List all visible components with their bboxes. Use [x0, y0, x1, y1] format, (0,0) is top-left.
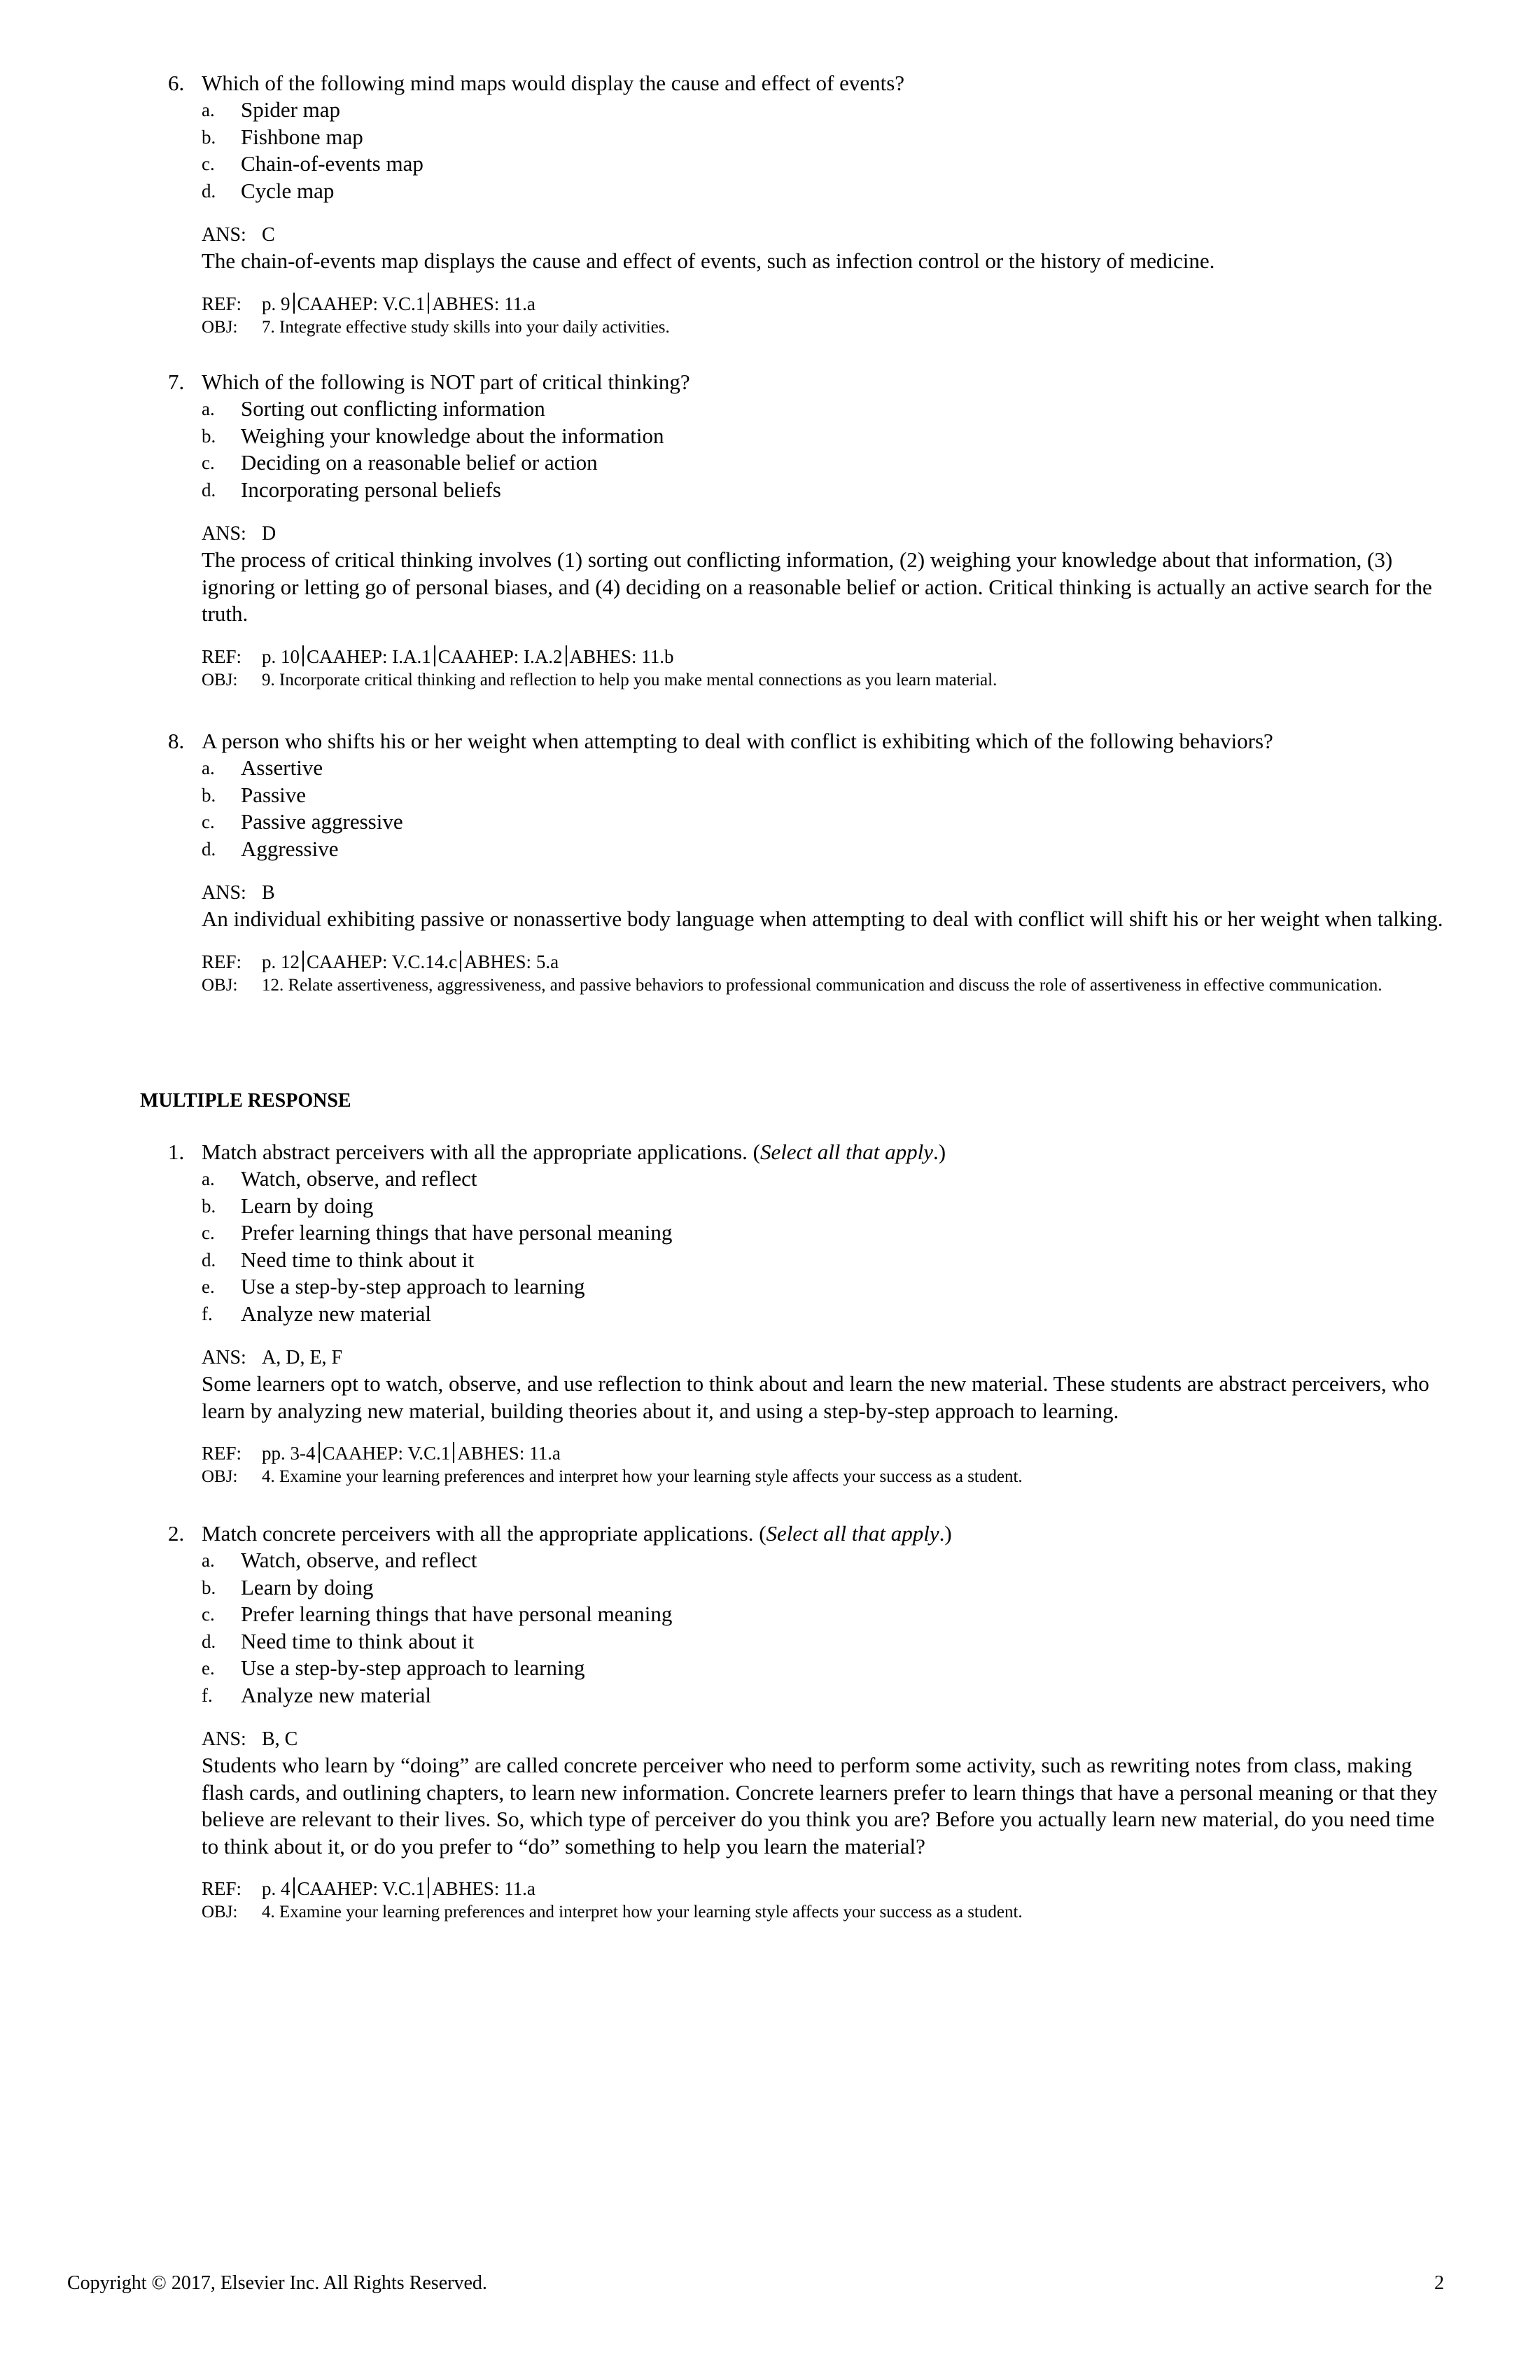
choice-text: Analyze new material: [241, 1682, 431, 1707]
choice-item: [168, 1219, 1449, 1247]
choice-item: [168, 808, 1449, 836]
answer-value: D: [262, 523, 276, 545]
question-stem: [168, 728, 1449, 755]
choice-text: Chain-of-events map: [241, 151, 424, 176]
reference-block: [202, 1877, 1449, 1924]
choice-list: [168, 755, 1449, 862]
choice-item: [168, 423, 1449, 450]
question-8: [168, 728, 1449, 997]
question-7: [168, 369, 1449, 692]
choice-letter: d.: [202, 1630, 216, 1652]
choice-item: [168, 449, 1449, 477]
choice-text: Passive aggressive: [241, 809, 403, 834]
obj-label: OBJ:: [202, 975, 238, 995]
question-text-end: .): [939, 1521, 952, 1546]
choice-item: [168, 1547, 1449, 1574]
choice-item: [168, 1166, 1449, 1193]
choice-letter: d.: [202, 1249, 216, 1270]
choice-letter: b.: [202, 425, 216, 447]
choice-text: Spider map: [241, 97, 341, 122]
ref-part: CAAHEP: V.C.1: [322, 1443, 451, 1464]
question-number: 2.: [168, 1521, 185, 1546]
answer-label: ANS:: [202, 523, 246, 545]
answer-line: [202, 522, 1449, 547]
question-text-end: .): [933, 1140, 946, 1164]
answer-value: A, D, E, F: [262, 1347, 343, 1368]
obj-text: 9. Incorporate critical thinking and reflection to help you make mental connections as you learn material.: [262, 670, 997, 690]
choice-text: Learn by doing: [241, 1193, 374, 1218]
choice-list: [168, 1166, 1449, 1327]
choice-text: Need time to think about it: [241, 1247, 475, 1272]
choice-text: Weighing your knowledge about the information: [241, 423, 664, 448]
choice-list: [168, 396, 1449, 503]
choice-item: [168, 1247, 1449, 1274]
answer-value: B, C: [262, 1728, 298, 1750]
choice-text: Watch, observe, and reflect: [241, 1166, 477, 1191]
choice-text: Watch, observe, and reflect: [241, 1548, 477, 1572]
choice-text: Use a step-by-step approach to learning: [241, 1274, 585, 1298]
ref-part: ABHES: 11.a: [432, 1878, 536, 1899]
obj-line: [202, 974, 1449, 997]
choice-letter: b.: [202, 126, 216, 148]
choice-letter: b.: [202, 784, 216, 806]
ref-label: REF:: [202, 1443, 242, 1464]
divider: [434, 645, 435, 666]
rationale: Students who learn by “doing” are called concrete perceiver who need to perform some activity, such as rewriting notes from class, making flash cards, and outlining chapters, to learn new information. Concrete learners prefer to learn things that have a personal meaning or that they believe are relevant to their lives. So, which type of perceiver do you think you are? Before you actually learn new material, do you need time to think about it, or do you prefer to “do” something to help you learn the material?: [202, 1753, 1438, 1858]
ref-label: REF:: [202, 1878, 242, 1899]
obj-line: [202, 1900, 1449, 1924]
ref-line: [202, 1441, 1449, 1465]
divider: [293, 1877, 295, 1898]
footer-copyright: Copyright © 2017, Elsevier Inc. All Rights Reserved.: [67, 2272, 487, 2294]
obj-label: OBJ:: [202, 1903, 238, 1921]
obj-label: OBJ:: [202, 317, 238, 337]
choice-list: [168, 1547, 1449, 1709]
divider: [428, 1877, 429, 1898]
choice-text: Analyze new material: [241, 1301, 431, 1326]
ref-part: CAAHEP: V.C.14.c: [307, 951, 458, 972]
choice-letter: a.: [202, 99, 215, 120]
choice-item: [168, 1628, 1449, 1656]
choice-text: Passive: [241, 782, 306, 807]
question-stem: [168, 1139, 1449, 1166]
question-text: Which of the following mind maps would display the cause and effect of events?: [202, 71, 905, 95]
reference-block: [202, 292, 1449, 339]
choice-letter: c.: [202, 1222, 215, 1243]
obj-text: 12. Relate assertiveness, aggressiveness, and passive behaviors to professional communication and discuss the role of assertiveness in effective communication.: [262, 975, 1382, 995]
question-number: 8.: [168, 729, 185, 753]
obj-line: [202, 1465, 1449, 1488]
choice-text: Learn by doing: [241, 1574, 374, 1600]
rationale: An individual exhibiting passive or nonassertive body language when attempting to deal with conflict will shift his or her weight when talking.: [202, 906, 1443, 931]
answer-value: B: [262, 882, 275, 904]
ref-part: p. 10: [262, 645, 300, 667]
choice-item: [168, 477, 1449, 504]
choice-item: [168, 396, 1449, 423]
obj-text: 4. Examine your learning preferences and interpret how your learning style affects your success as a student.: [262, 1467, 1023, 1486]
ref-line: [202, 292, 1449, 316]
ref-part: CAAHEP: V.C.1: [297, 1878, 426, 1899]
choice-letter: f.: [202, 1684, 213, 1706]
question-stem: [168, 1520, 1449, 1547]
ref-part: p. 12: [262, 951, 300, 972]
choice-item: [168, 97, 1449, 124]
ref-label: REF:: [202, 645, 242, 667]
divider: [318, 1442, 320, 1463]
answer-label: ANS:: [202, 1347, 246, 1368]
choice-text: Incorporating personal beliefs: [241, 477, 501, 502]
question-stem: [168, 70, 1449, 97]
choice-text: Deciding on a reasonable belief or action: [241, 450, 598, 475]
question-number: 7.: [168, 370, 185, 394]
obj-label: OBJ:: [202, 670, 238, 690]
choice-text: Prefer learning things that have personal meaning: [241, 1220, 673, 1245]
answer-label: ANS:: [202, 882, 246, 904]
divider: [460, 951, 461, 972]
choice-text: Fishbone map: [241, 124, 363, 149]
choice-item: [168, 150, 1449, 178]
choice-letter: e.: [202, 1276, 215, 1297]
obj-line: [202, 668, 1449, 692]
ref-part: p. 9: [262, 293, 290, 314]
divider: [428, 293, 429, 314]
obj-text: 7. Integrate effective study skills into your daily activities.: [262, 317, 670, 337]
question-stem: [168, 369, 1449, 396]
choice-text: Aggressive: [241, 836, 339, 861]
ref-part: pp. 3-4: [262, 1443, 316, 1464]
question-instruction: Select all that apply: [760, 1140, 934, 1164]
ref-part: CAAHEP: V.C.1: [297, 293, 426, 314]
ref-part: ABHES: 11.a: [457, 1443, 561, 1464]
question-text: Which of the following is NOT part of critical thinking?: [202, 370, 690, 394]
divider: [453, 1442, 454, 1463]
mr-question-2: [168, 1520, 1449, 1924]
choice-letter: d.: [202, 479, 216, 500]
divider: [293, 293, 295, 314]
answer-label: ANS:: [202, 1728, 246, 1750]
choice-item: [168, 1682, 1449, 1709]
choice-item: [168, 836, 1449, 863]
choice-letter: d.: [202, 838, 216, 860]
choice-letter: c.: [202, 452, 215, 473]
obj-label: OBJ:: [202, 1467, 238, 1486]
answer-line: [202, 223, 1449, 248]
choice-item: [168, 1193, 1449, 1220]
ref-part: ABHES: 5.a: [464, 951, 559, 972]
choice-item: [168, 1655, 1449, 1682]
question-number: 6.: [168, 71, 185, 95]
choice-item: [168, 1273, 1449, 1301]
choice-item: [168, 1301, 1449, 1328]
question-text: A person who shifts his or her weight when attempting to deal with conflict is exhibiting which of the following behaviors?: [202, 729, 1273, 753]
ref-part: ABHES: 11.a: [432, 293, 536, 314]
answer-line: [202, 881, 1449, 906]
choice-item: [168, 124, 1449, 151]
ref-line: [202, 645, 1449, 668]
choice-letter: f.: [202, 1303, 213, 1324]
rationale: The chain-of-events map displays the cause and effect of events, such as infection control or the history of medicine.: [202, 248, 1215, 273]
choice-text: Need time to think about it: [241, 1628, 475, 1653]
ref-label: REF:: [202, 293, 242, 314]
choice-letter: a.: [202, 1168, 215, 1189]
choice-text: Sorting out conflicting information: [241, 396, 545, 421]
reference-block: [202, 950, 1449, 997]
choice-letter: c.: [202, 153, 215, 174]
divider: [302, 951, 304, 972]
choice-letter: c.: [202, 811, 215, 832]
choice-item: [168, 178, 1449, 205]
section-title: MULTIPLE RESPONSE: [140, 1090, 351, 1112]
choice-text: Prefer learning things that have personal meaning: [241, 1602, 673, 1626]
question-text: Match abstract perceivers with all the appropriate applications. (: [202, 1140, 760, 1164]
choice-text: Cycle map: [241, 178, 335, 203]
choice-text: Use a step-by-step approach to learning: [241, 1656, 585, 1680]
ref-line: [202, 950, 1449, 974]
ref-line: [202, 1877, 1449, 1900]
choice-letter: e.: [202, 1658, 215, 1679]
choice-letter: a.: [202, 398, 215, 419]
ref-part: ABHES: 11.b: [569, 645, 674, 667]
choice-letter: b.: [202, 1576, 216, 1598]
question-number: 1.: [168, 1140, 185, 1164]
divider: [566, 645, 567, 666]
obj-line: [202, 316, 1449, 339]
reference-block: [202, 645, 1449, 692]
answer-label: ANS:: [202, 224, 246, 246]
reference-block: [202, 1441, 1449, 1488]
page-number: 2: [1434, 2272, 1444, 2294]
choice-letter: c.: [202, 1604, 215, 1625]
question-text: Match concrete perceivers with all the appropriate applications. (: [202, 1521, 766, 1546]
rationale: Some learners opt to watch, observe, and use reflection to think about and learn the new material. These students are abstract perceivers, who learn by analyzing new material, building theories about it, and using a step-by-step approach to learning.: [202, 1371, 1429, 1423]
ref-label: REF:: [202, 951, 242, 972]
choice-item: [168, 1574, 1449, 1602]
choice-text: Assertive: [241, 755, 323, 780]
answer-value: C: [262, 224, 275, 246]
answer-line: [202, 1727, 1449, 1752]
choice-item: [168, 782, 1449, 809]
ref-part: p. 4: [262, 1878, 290, 1899]
rationale: The process of critical thinking involves (1) sorting out conflicting information, (2) weighing your knowledge about that information, (3) ignoring or letting go of personal biases, and (4) deciding on a reasonable belief or action. Critical thinking is actually an active search for the truth.: [202, 547, 1432, 626]
answer-line: [202, 1345, 1449, 1371]
choice-list: [168, 97, 1449, 204]
question-instruction: Select all that apply: [766, 1521, 939, 1546]
mr-question-1: [168, 1139, 1449, 1488]
choice-letter: b.: [202, 1195, 216, 1217]
choice-letter: a.: [202, 757, 215, 778]
choice-letter: a.: [202, 1550, 215, 1571]
ref-part: CAAHEP: I.A.1: [307, 645, 431, 667]
choice-item: [168, 1601, 1449, 1628]
divider: [302, 645, 304, 666]
choice-letter: d.: [202, 180, 216, 202]
ref-part: CAAHEP: I.A.2: [438, 645, 563, 667]
question-6: [168, 70, 1449, 339]
choice-item: [168, 755, 1449, 782]
obj-text: 4. Examine your learning preferences and interpret how your learning style affects your success as a student.: [262, 1903, 1023, 1921]
